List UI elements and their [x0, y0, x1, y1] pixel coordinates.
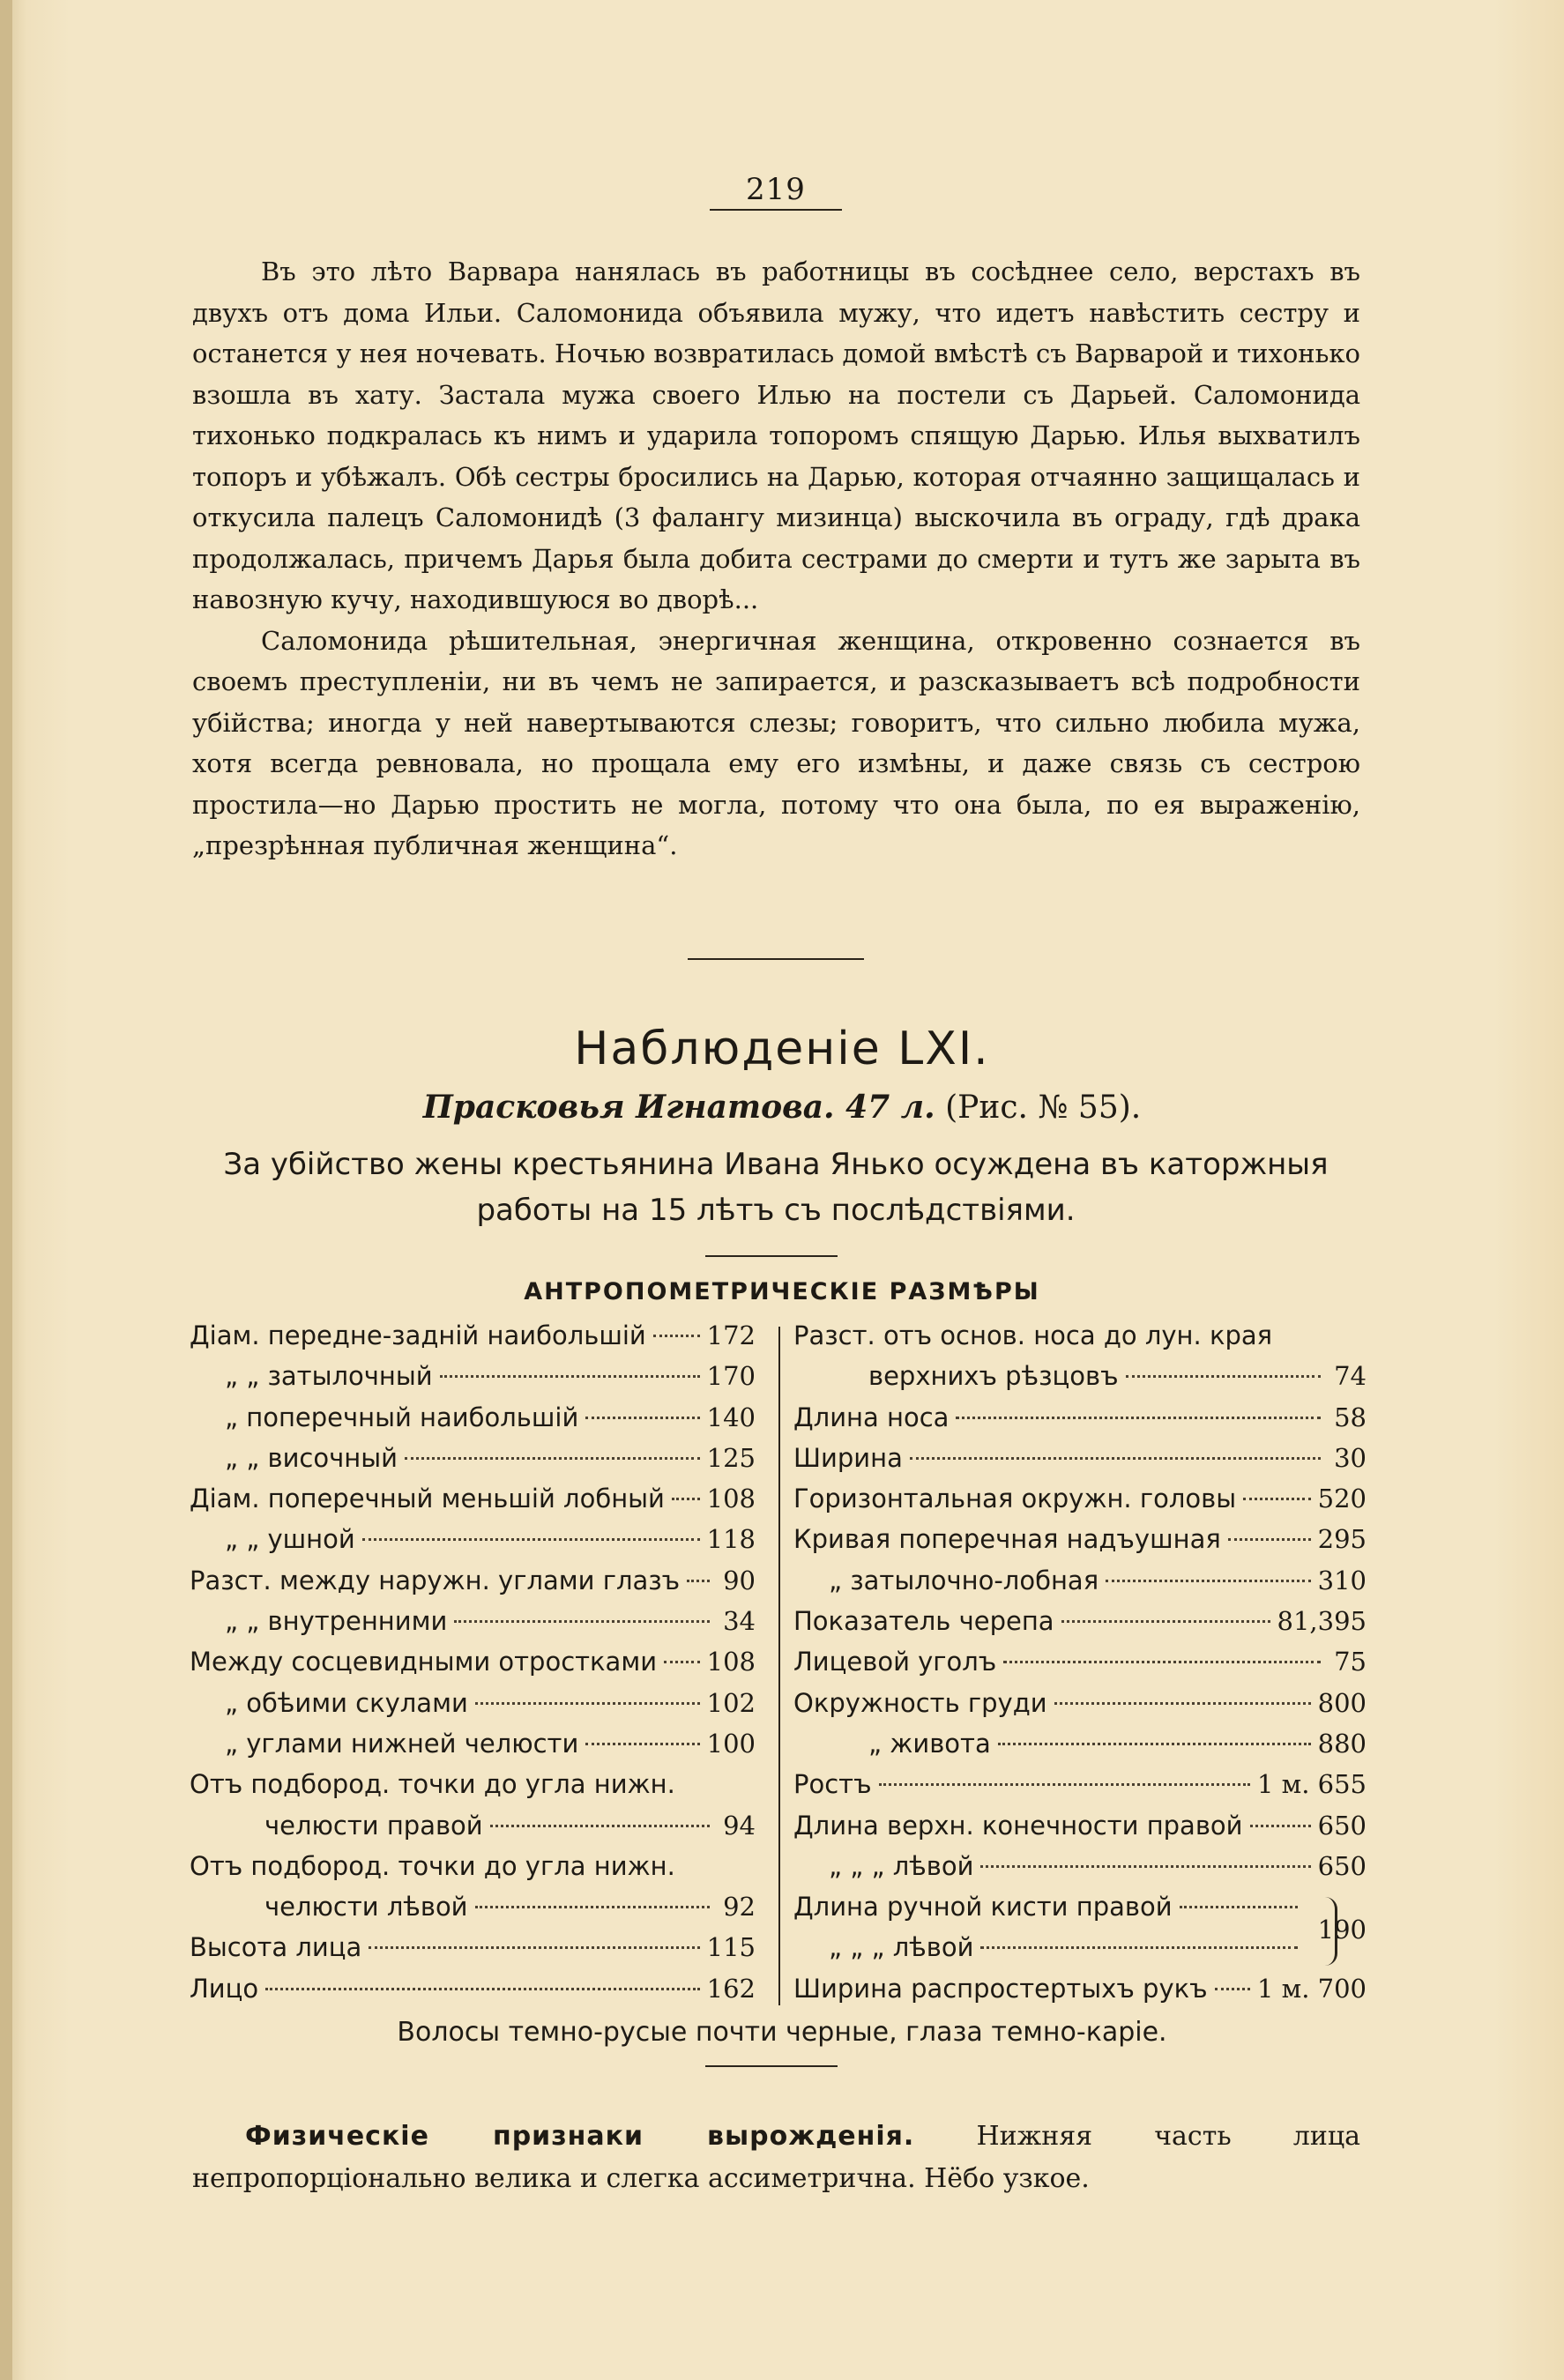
measurement-row: Высота лица 115	[190, 1932, 756, 1963]
brace-value: 190	[1317, 1915, 1367, 1945]
observation-verdict: За убійство жены крестьянина Ивана Янько осуждена въ каторжныя работы на 15 лѣтъ съ послѣдствіями.	[223, 1147, 1329, 1228]
measurement-row: Разст. между наружн. углами глазъ 90	[190, 1565, 756, 1595]
verdict-divider	[705, 1255, 838, 1257]
subject-figure-ref: (Рис. № 55).	[945, 1090, 1142, 1126]
measurement-row-braced: Длина ручной кисти правой „ „ „ лѣвой 190	[793, 1892, 1367, 1974]
measurement-row: Кривая поперечная надъушная 295	[793, 1524, 1367, 1555]
measurement-row: Діам. поперечный меньшій лобный 108	[190, 1484, 756, 1514]
observation-title: Наблюденіе LXI.	[574, 1023, 990, 1075]
subject-name: Прасковья Игнатова. 47 л.	[422, 1089, 935, 1126]
intro-paragraph-2: Саломонида рѣшительная, энергичная женщина, откровенно сознается въ своемъ преступленіи, ни въ чемъ не запирается, и разсказываетъ всѣ подробности убійства; иногда у ней навертываются слезы; говоритъ, что сильно любила мужа, хотя всегда ревновала, но прощала ему его измѣны, и даже связь съ сестрою простила—но Дарью простить не могла, потому что она была, по ея выраженію, „презрѣнная публичная женщина“.	[192, 625, 1360, 860]
measurement-row: „ обѣими скулами 102	[225, 1687, 756, 1718]
section-divider	[688, 958, 864, 960]
measurement-row: Показатель черепа 81,395	[793, 1606, 1367, 1637]
measurement-row: Между сосцевидными отростками 108	[190, 1647, 756, 1677]
intro-paragraph-1: Въ это лѣто Варвара нанялась въ работницы въ сосѣднее село, верстахъ въ двухъ отъ дома Ильи. Саломонида объявила мужу, что идетъ навѣстить сестру и останется у нея ночевать. Ночью возвратилась домой вмѣстѣ съ Варварой и тихонько взошла въ хату. Застала мужа своего Илью на постели съ Дарьей. Саломонида тихонько подкралась къ нимъ и ударила топоромъ спящую Дарью. Илья выхватилъ топоръ и убѣжалъ. Обѣ сестры бросились на Дарью, которая отчаянно защищалась и откусила палецъ Саломонидѣ (3 фалангу мизинца) выскочила въ ограду, гдѣ драка продолжалась, причемъ Дарья была добита сестрами до смерти и тутъ же зарыта въ навозную кучу, находившуюся во дворѣ...	[192, 257, 1360, 614]
measurement-row: Діам. передне-задній наибольшій 172	[190, 1320, 756, 1350]
measurement-row: Лицо 162	[190, 1973, 756, 2004]
measurement-row: „ „ „ лѣвой 650	[829, 1850, 1367, 1881]
degeneration-heading: Физическіе признаки вырожденія.	[245, 2121, 915, 2152]
measurement-row: „ „ затылочный 170	[225, 1361, 756, 1392]
page-number-rule	[710, 209, 842, 211]
measurement-row: „ живота 880	[868, 1728, 1367, 1759]
measurements-title: АНТРОПОМЕТРИЧЕСКІЕ РАЗМѢРЫ	[524, 1278, 1040, 1305]
measurement-row: Ширина 30	[793, 1442, 1367, 1473]
measurement-row: „ „ ушной 118	[225, 1524, 756, 1555]
measurement-row: „ углами нижней челюсти 100	[225, 1728, 756, 1759]
measurement-row: Окружность груди 800	[793, 1687, 1367, 1718]
intro-text	[192, 251, 1360, 866]
page-number: 219	[746, 172, 806, 207]
measurement-row: Отъ подбород. точки до угла нижн. челюсти лѣвой 92	[190, 1850, 756, 1923]
closing-divider	[705, 2065, 838, 2067]
measurement-row: Отъ подбород. точки до угла нижн. челюсти правой 94	[190, 1769, 756, 1841]
degeneration-signs	[192, 2116, 1360, 2200]
measurement-row: „ „ височный 125	[225, 1442, 756, 1473]
measurement-row: Лицевой уголъ 75	[793, 1647, 1367, 1677]
measurement-row: „ „ внутренними 34	[225, 1606, 756, 1637]
observation-subject	[0, 1089, 1564, 1126]
measurement-row: Разст. отъ основ. носа до лун. края верхнихъ рѣзцовъ 74	[793, 1320, 1367, 1392]
degeneration-text: Нижняя часть лица непропорціонально велика и слегка ассиметрична. Нёбо узкое.	[192, 2121, 1361, 2194]
column-rule	[778, 1327, 780, 2005]
hair-eyes-note: Волосы темно-русые почти черные, глаза темно-каріе.	[397, 2017, 1167, 2048]
measurement-row: Длина носа 58	[793, 1402, 1367, 1432]
measurement-row: Горизонтальная окружн. головы 520	[793, 1484, 1367, 1514]
measurement-row: „ затылочно-лобная 310	[829, 1565, 1367, 1595]
measurements-left-column	[190, 1320, 756, 2014]
measurement-row: Ростъ 1 м. 655	[793, 1769, 1367, 1800]
measurements-right-column	[793, 1320, 1367, 2014]
measurement-row: Ширина распростертыхъ рукъ 1 м. 700	[793, 1973, 1367, 2004]
measurement-row: „ поперечный наибольшій 140	[225, 1402, 756, 1432]
measurement-row: Длина верхн. конечности правой 650	[793, 1810, 1367, 1841]
